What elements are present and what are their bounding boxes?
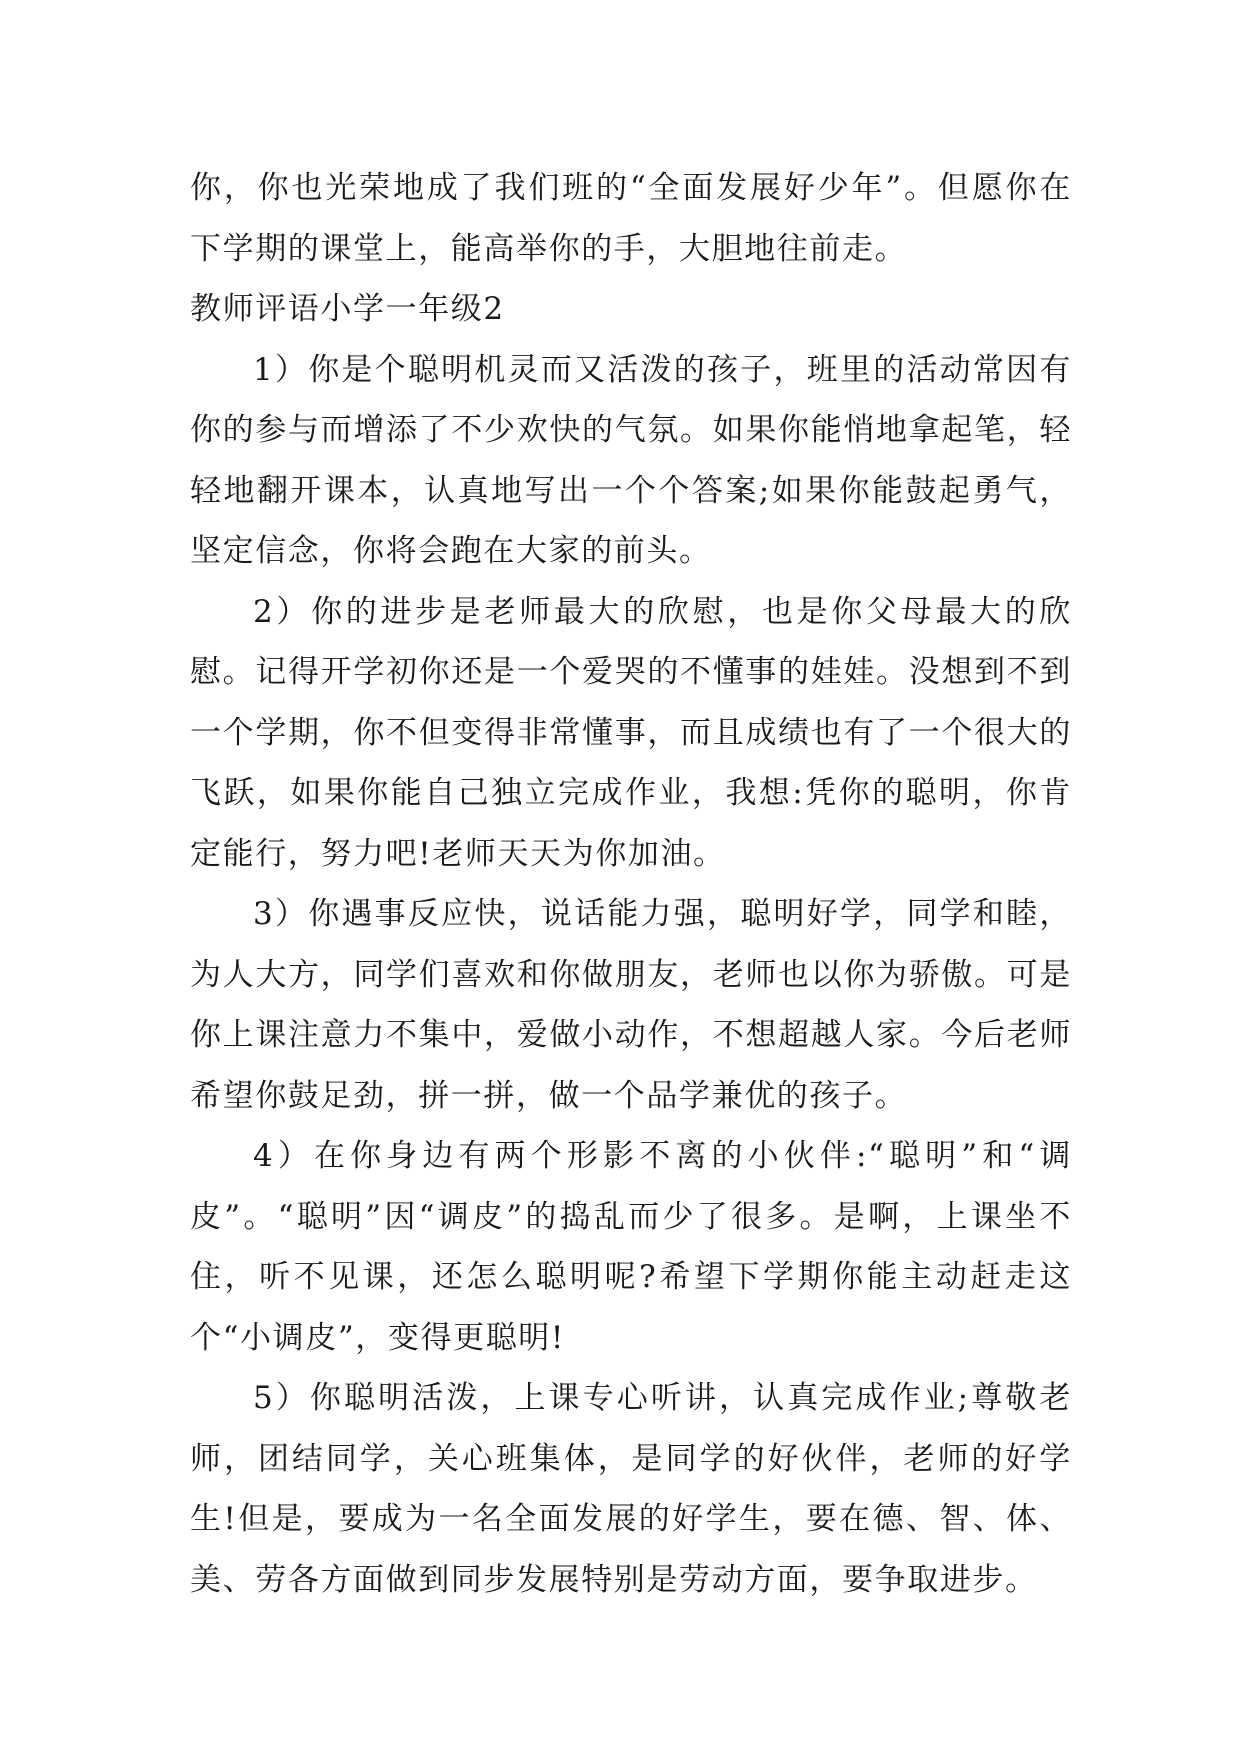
continued-paragraph: 你，你也光荣地成了我们班的“全面发展好少年”。但愿你在下学期的课堂上，能高举你的手，大胆地往前走。 (190, 170, 1072, 267)
section-heading: 教师评语小学一年级2 (190, 291, 505, 327)
comment-item-3: 3）你遇事反应快，说话能力强，聪明好学，同学和睦，为人大方，同学们喜欢和你做朋友，老师也以你为骄傲。可是你上课注意力不集中，爱做小动作，不想超越人家。今后老师希望你鼓足劲，拼一拼，做一个品学兼优的孩子。 (190, 896, 1072, 1114)
comment-item-5: 5）你聪明活泼，上课专心听讲，认真完成作业;尊敬老师，团结同学，关心班集体，是同学的好伙伴，老师的好学生!但是，要成为一名全面发展的好学生，要在德、智、体、美、劳各方面做到同步发展特别是劳动方面，要争取进步。 (190, 1380, 1072, 1598)
comment-item-2: 2）你的进步是老师最大的欣慰，也是你父母最大的欣慰。记得开学初你还是一个爱哭的不懂事的娃娃。没想到不到一个学期，你不但变得非常懂事，而且成绩也有了一个很大的飞跃，如果你能自己独立完成作业，我想:凭你的聪明，你肯定能行，努力吧!老师天天为你加油。 (190, 593, 1072, 872)
comment-item-4: 4）在你身边有两个形影不离的小伙伴:“聪明”和“调皮”。“聪明”因“调皮”的捣乱而少了很多。是啊，上课坐不住，听不见课，还怎么聪明呢?希望下学期你能主动赶走这个“小调皮”，变得更聪明! (190, 1138, 1072, 1356)
comment-item-1: 1）你是个聪明机灵而又活泼的孩子，班里的活动常因有你的参与而增添了不少欢快的气氛。如果你能悄地拿起笔，轻轻地翻开课本，认真地写出一个个答案;如果你能鼓起勇气，坚定信念，你将会跑在大家的前头。 (190, 351, 1072, 569)
document-body (190, 158, 1072, 1610)
